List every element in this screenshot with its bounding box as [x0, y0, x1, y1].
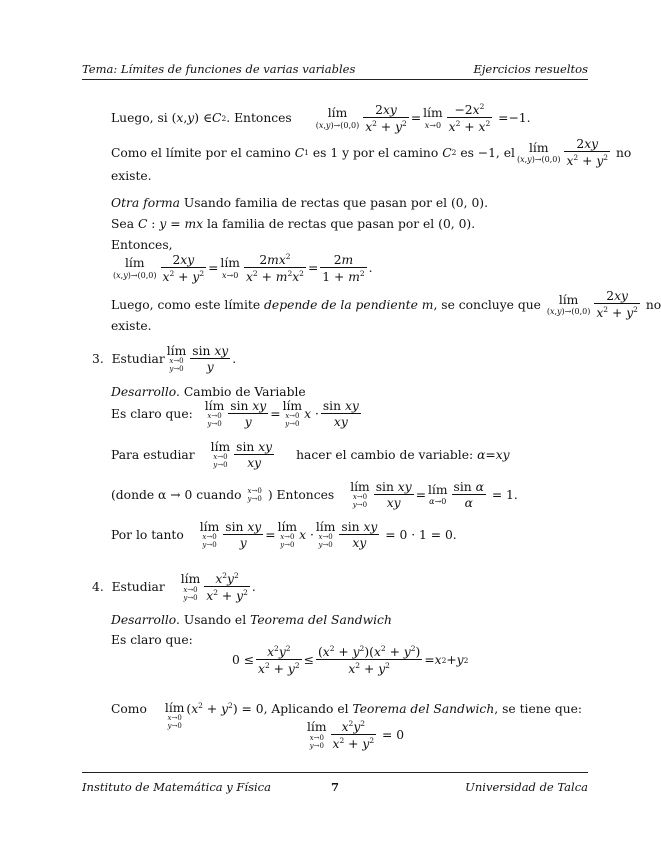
eq-ex3-result: Por lo tanto lím x→0 y→0 $\frac{\text{sin xy}}{y}$ = lím x→0 y→0 x · lím x→0 y→0 $\frac{\text{sin xy}}{xy}$ = 0 · 1 = 0. [111, 520, 457, 551]
eq-family-lines: lím (x,y)→(0,0) $\frac{2xy}{x^2 + y^2}$ = lím x→0 $\frac{2mx^2}{x^2 + m^2x^2}$ = $\frac{2m}{1 + m^2}$ . [113, 252, 373, 285]
header-topic: Tema: Límites de funciones de varias variables [82, 62, 356, 76]
paragraph-como-limite: Como el límite por el camino C 1 es 1 y por el camino C 2 es −1, el lím (x,y)→(0,0) $\frac{2xy}{x^2 + y^2}$ no [111, 137, 632, 169]
text-entonces: Entonces, [111, 238, 173, 252]
exercise-3-number: 3. [92, 352, 104, 367]
eq-sandwich-result: lím x→0 y→0 $\frac{x^2y^2}{x^2 + y^2}$ = 0 [307, 719, 405, 752]
eq-ex3-para-estudiar: Para estudiar lím x→0 y→0 $\frac{\text{sin xy}}{xy}$ hacer el cambio de variable: α = xy [111, 440, 510, 471]
paragraph-sea: Sea C : y = mx la familia de rectas que pasan por el (0, 0). [111, 217, 476, 231]
paragraph-luego-como: Luego, como este límite depende de la pendiente m , se concluye que lím (x,y)→(0,0) $\frac{2xy}{x^2 + y^2}$ no [111, 289, 661, 321]
eq-ex3-donde: (donde α → 0 cuando x→0 y→0 ) Entonces lím x→0 y→0 $\frac{\text{sin xy}}{xy}$ = lím α→0 $\frac{\text{sin α}}{\alpha}$ = 1. [111, 480, 518, 511]
eq-como-lim: Como lím x→0 y→0 $(x^2 + y^2) = 0$ , Aplicando el Teorema del Sandwich , se tiene que: [111, 701, 583, 731]
footer-institute: Instituto de Matemática y Física [82, 780, 271, 794]
footer-rule [82, 772, 588, 773]
eq-path-c2: Luego, si ( x , y ) ∈ C 2 . Entonces lím (x,y)→(0,0) $\frac{2xy}{x^2 + y^2}$ = lím x→0 $\frac{-2x^2}{x^2 + x^2}$ = −1. [111, 102, 531, 135]
header-section: Ejercicios resueltos [473, 62, 588, 76]
eq-sandwich-bounds: 0 ≤ $\frac{x^2y^2}{x^2 + y^2}$ ≤ $\frac{(x^2 + y^2)(x^2 + y^2)}{x^2 + y^2}$ = x 2 + y 2 [232, 644, 469, 677]
footer-university: Universidad de Talca [465, 780, 588, 794]
header-rule [82, 79, 588, 80]
text-es-claro-que: Es claro que: [111, 633, 193, 647]
text-existe-2: existe. [111, 319, 152, 333]
exercise-4-statement: 4. Estudiar lím x→0 y→0 $\frac{x^2y^2}{x^2 + y^2}$ . [92, 571, 256, 604]
exercise-4-desarrollo: Desarrollo. Usando el Teorema del Sandwich [111, 613, 392, 627]
exercise-4-number: 4. [92, 580, 104, 595]
exercise-3-desarrollo: Desarrollo. Cambio de Variable [111, 385, 306, 399]
paragraph-otra-forma: Otra forma Usando familia de rectas que pasan por el (0, 0). [111, 196, 488, 210]
exercise-3-statement: 3. Estudiar lím x→0 y→0 $\frac{\text{sin xy}}{y}$ . [92, 344, 237, 375]
page-number: 7 [330, 780, 340, 794]
text-existe-1: existe. [111, 169, 152, 183]
eq-ex3-claro: Es claro que: lím x→0 y→0 $\frac{\text{sin xy}}{y}$ = lím x→0 y→0 x · $\frac{\text{sin xy}}{xy}$ [111, 399, 359, 430]
